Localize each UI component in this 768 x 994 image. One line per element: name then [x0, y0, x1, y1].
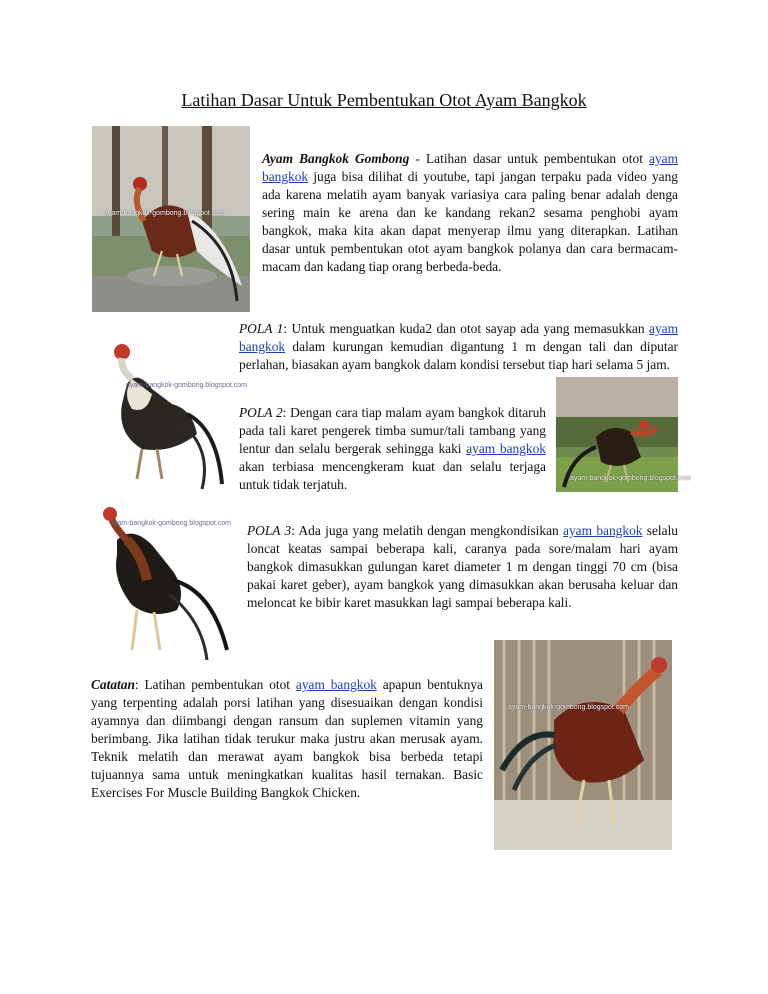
- watermark: ayam-bangkok-gombong.blogspot.com: [570, 475, 692, 482]
- pola-1-paragraph: [239, 320, 678, 374]
- watermark: ayam-bangkok-gombong.blogspot.com: [126, 382, 248, 389]
- photo-rooster-garden: [92, 126, 250, 312]
- watermark: ayam-bangkok-gombong.blogspot.com: [110, 520, 232, 527]
- ayam-bangkok-link[interactable]: ayam bangkok: [563, 523, 643, 538]
- photo-rooster-grass: [556, 377, 692, 492]
- watermark: ayam-bangkok-gombong.blogspot.com: [104, 210, 226, 217]
- catatan-lead: Catatan: [91, 677, 135, 692]
- photo-rooster-dark: [92, 500, 234, 668]
- pola-3-text-1: : Ada juga yang melatih dengan mengkondisikan: [291, 523, 564, 538]
- pola-3-lead: POLA 3: [247, 523, 292, 538]
- pola-2-lead: POLA 2: [239, 405, 283, 420]
- intro-paragraph: [262, 150, 678, 276]
- intro-lead: Ayam Bangkok Gombong: [262, 151, 410, 166]
- photo-rooster-cage: [494, 640, 672, 850]
- pola-2-text-2: akan terbiasa mencengkeram kuat dan selalu terjaga untuk tidak terjatuh.: [239, 459, 546, 492]
- catatan-text-2: apapun bentuknya yang terpenting adalah porsi latihan yang disesuaikan dengan kondisi ayamnya dan diimbangi dengan ransum dan suplemen vitamin yang berimbang. Jika latihan tidak terukur maka justru akan merusak ayam. Teknik melatih dan merawat ayam bangkok bisa berbeda tetapi tujuannya sama untuk meningkatkan kualitas hasil ternakan. Basic Exercises For Muscle Building Bangkok Chicken.: [91, 677, 483, 800]
- pola-3-text-2: selalu loncat keatas sampai beberapa kali, caranya pada sore/malam hari ayam bangkok dimasukkan gulungan karet diameter 1 m dengan tinggi 70 cm (bisa pakai karet geber), ayam bangkok yang dimasukkan akan berusaha keluar dan meloncat ke bibir karet masukkan lagi sampai beberapa kali.: [247, 523, 679, 610]
- pola-2-text-1: : Dengan cara tiap malam ayam bangkok ditaruh pada tali karet pengerek timba sumur/tali tambang yang lentur dan selalu bergerak sehingga kaki: [239, 405, 546, 456]
- catatan-paragraph: [91, 676, 483, 802]
- pola-1-lead: POLA 1: [239, 321, 284, 336]
- intro-text-2: juga bisa dilihat di youtube, tapi jangan terpaku pada video yang ada karena melatih ayam banyak variasiya cara paling benar adalah denga sering main ke arena dan ke kandang rekan2 sesama penghobi ayam bangkok, maka kita akan dapat menyerap ilmu yang diterapkan. Latihan dasar untuk pembentukan otot ayam bangkok polanya dan cara bermacam-macam dan kadang tiap orang berbeda-beda.: [262, 169, 678, 274]
- ayam-bangkok-link[interactable]: ayam bangkok: [262, 151, 679, 184]
- catatan-text-1: : Latihan pembentukan otot: [134, 677, 296, 692]
- ayam-bangkok-link[interactable]: ayam bangkok: [239, 321, 679, 354]
- pola-2-paragraph: [239, 404, 546, 494]
- pola-1-text-1: : Untuk menguatkan kuda2 dan otot sayap ada yang memasukkan: [283, 321, 650, 336]
- ayam-bangkok-link[interactable]: ayam bangkok: [466, 441, 546, 456]
- watermark: ayam-bangkok-gombong.blogspot.com: [508, 704, 630, 711]
- ayam-bangkok-link[interactable]: ayam bangkok: [295, 677, 377, 692]
- page-title: Latihan Dasar Untuk Pembentukan Otot Ayam Bangkok: [181, 90, 587, 110]
- photo-rooster-white: [92, 334, 248, 494]
- pola-3-paragraph: [247, 522, 678, 612]
- pola-1-text-2: dalam kurungan kemudian digantung 1 m dengan tali dan diputar perlahan, biasakan ayam bangkok dalam kondisi tersebut tiap hari selama 5 jam.: [239, 339, 678, 372]
- intro-text-1: - Latihan dasar untuk pembentukan otot: [409, 151, 650, 166]
